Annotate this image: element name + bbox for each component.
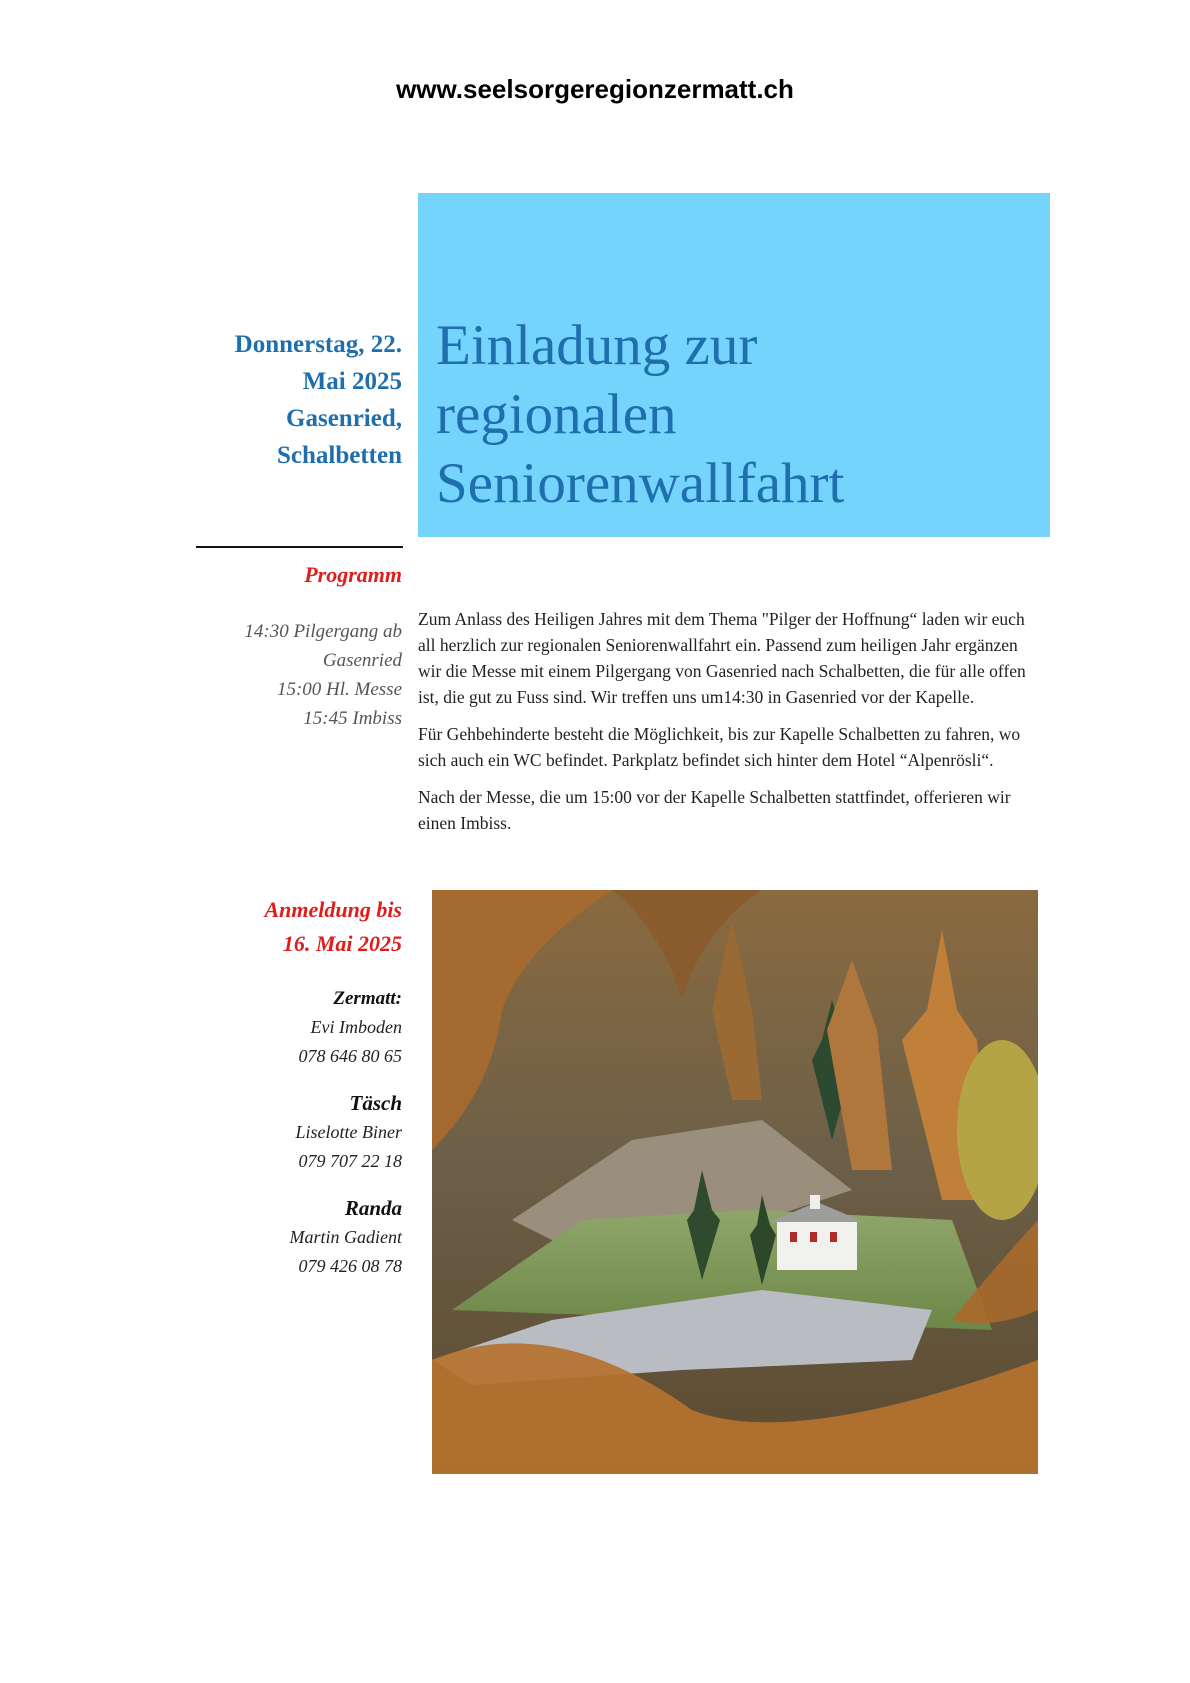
contact-taesch — [150, 1089, 402, 1176]
site-url[interactable]: www.seelsorgeregionzermatt.ch — [396, 74, 794, 104]
title-line: Einladung zur — [436, 314, 758, 377]
chapel-landscape-photo — [432, 890, 1038, 1474]
contact-place: Täsch — [349, 1091, 402, 1115]
date-line: Mai 2025 — [302, 368, 402, 395]
contact-phone[interactable]: 078 646 80 65 — [298, 1046, 402, 1066]
registration-line: Anmeldung bis — [264, 897, 402, 922]
paragraph: Für Gehbehinderte besteht die Möglichkeit, bis zur Kapelle Schalbetten zu fahren, wo sich auch ein WC befindet. Parkplatz befindet sich hinter dem Hotel “Alpenrösli“. — [418, 724, 1021, 770]
contact-randa — [150, 1194, 402, 1281]
location-line: Schalbetten — [277, 442, 402, 469]
registration-deadline: 16. Mai 2025 — [282, 931, 402, 956]
title-line: regionalen — [436, 383, 677, 446]
invitation-text — [418, 606, 1036, 847]
location-line: Gasenried, — [286, 405, 402, 432]
date-line: Donnerstag, 22. — [234, 331, 402, 358]
program-item: 14:30 Pilgergang ab — [244, 621, 402, 642]
event-date-location — [150, 326, 402, 474]
program-item: 15:45 Imbiss — [303, 708, 402, 729]
contact-zermatt — [150, 984, 402, 1071]
contact-list — [150, 984, 402, 1299]
title-banner — [418, 193, 1050, 537]
contact-name: Liselotte Biner — [295, 1122, 402, 1142]
contact-name: Martin Gadient — [289, 1227, 402, 1247]
page-title — [436, 311, 844, 518]
program-item: 15:00 Hl. Messe — [276, 679, 402, 700]
section-divider — [196, 546, 403, 548]
program-heading: Programm — [304, 562, 402, 587]
contact-place: Randa — [344, 1196, 402, 1220]
contact-place: Zermatt: — [333, 988, 402, 1009]
program-list — [150, 617, 402, 733]
contact-phone[interactable]: 079 707 22 18 — [298, 1151, 402, 1171]
paragraph: Nach der Messe, die um 15:00 vor der Kapelle Schalbetten stattfindet, offerieren wir einen Imbiss. — [418, 787, 1011, 833]
contact-phone[interactable]: 079 426 08 78 — [298, 1256, 402, 1276]
registration-heading — [150, 893, 402, 961]
contact-name: Evi Imboden — [310, 1017, 402, 1037]
program-item: Gasenried — [322, 650, 402, 671]
paragraph: Zum Anlass des Heiligen Jahres mit dem Thema "Pilger der Hoffnung“ laden wir euch all herzlich zur regionalen Seniorenwallfahrt ein. Passend zum heiligen Jahr ergänzen wir die Messe mit einem Pilgergang von Gasenried nach Schalbetten, die für alle offen ist, die gut zu Fuss sind. Wir treffen uns um14:30 in Gasenried vor der Kapelle. — [418, 609, 1026, 707]
title-line: Seniorenwallfahrt — [436, 452, 845, 515]
